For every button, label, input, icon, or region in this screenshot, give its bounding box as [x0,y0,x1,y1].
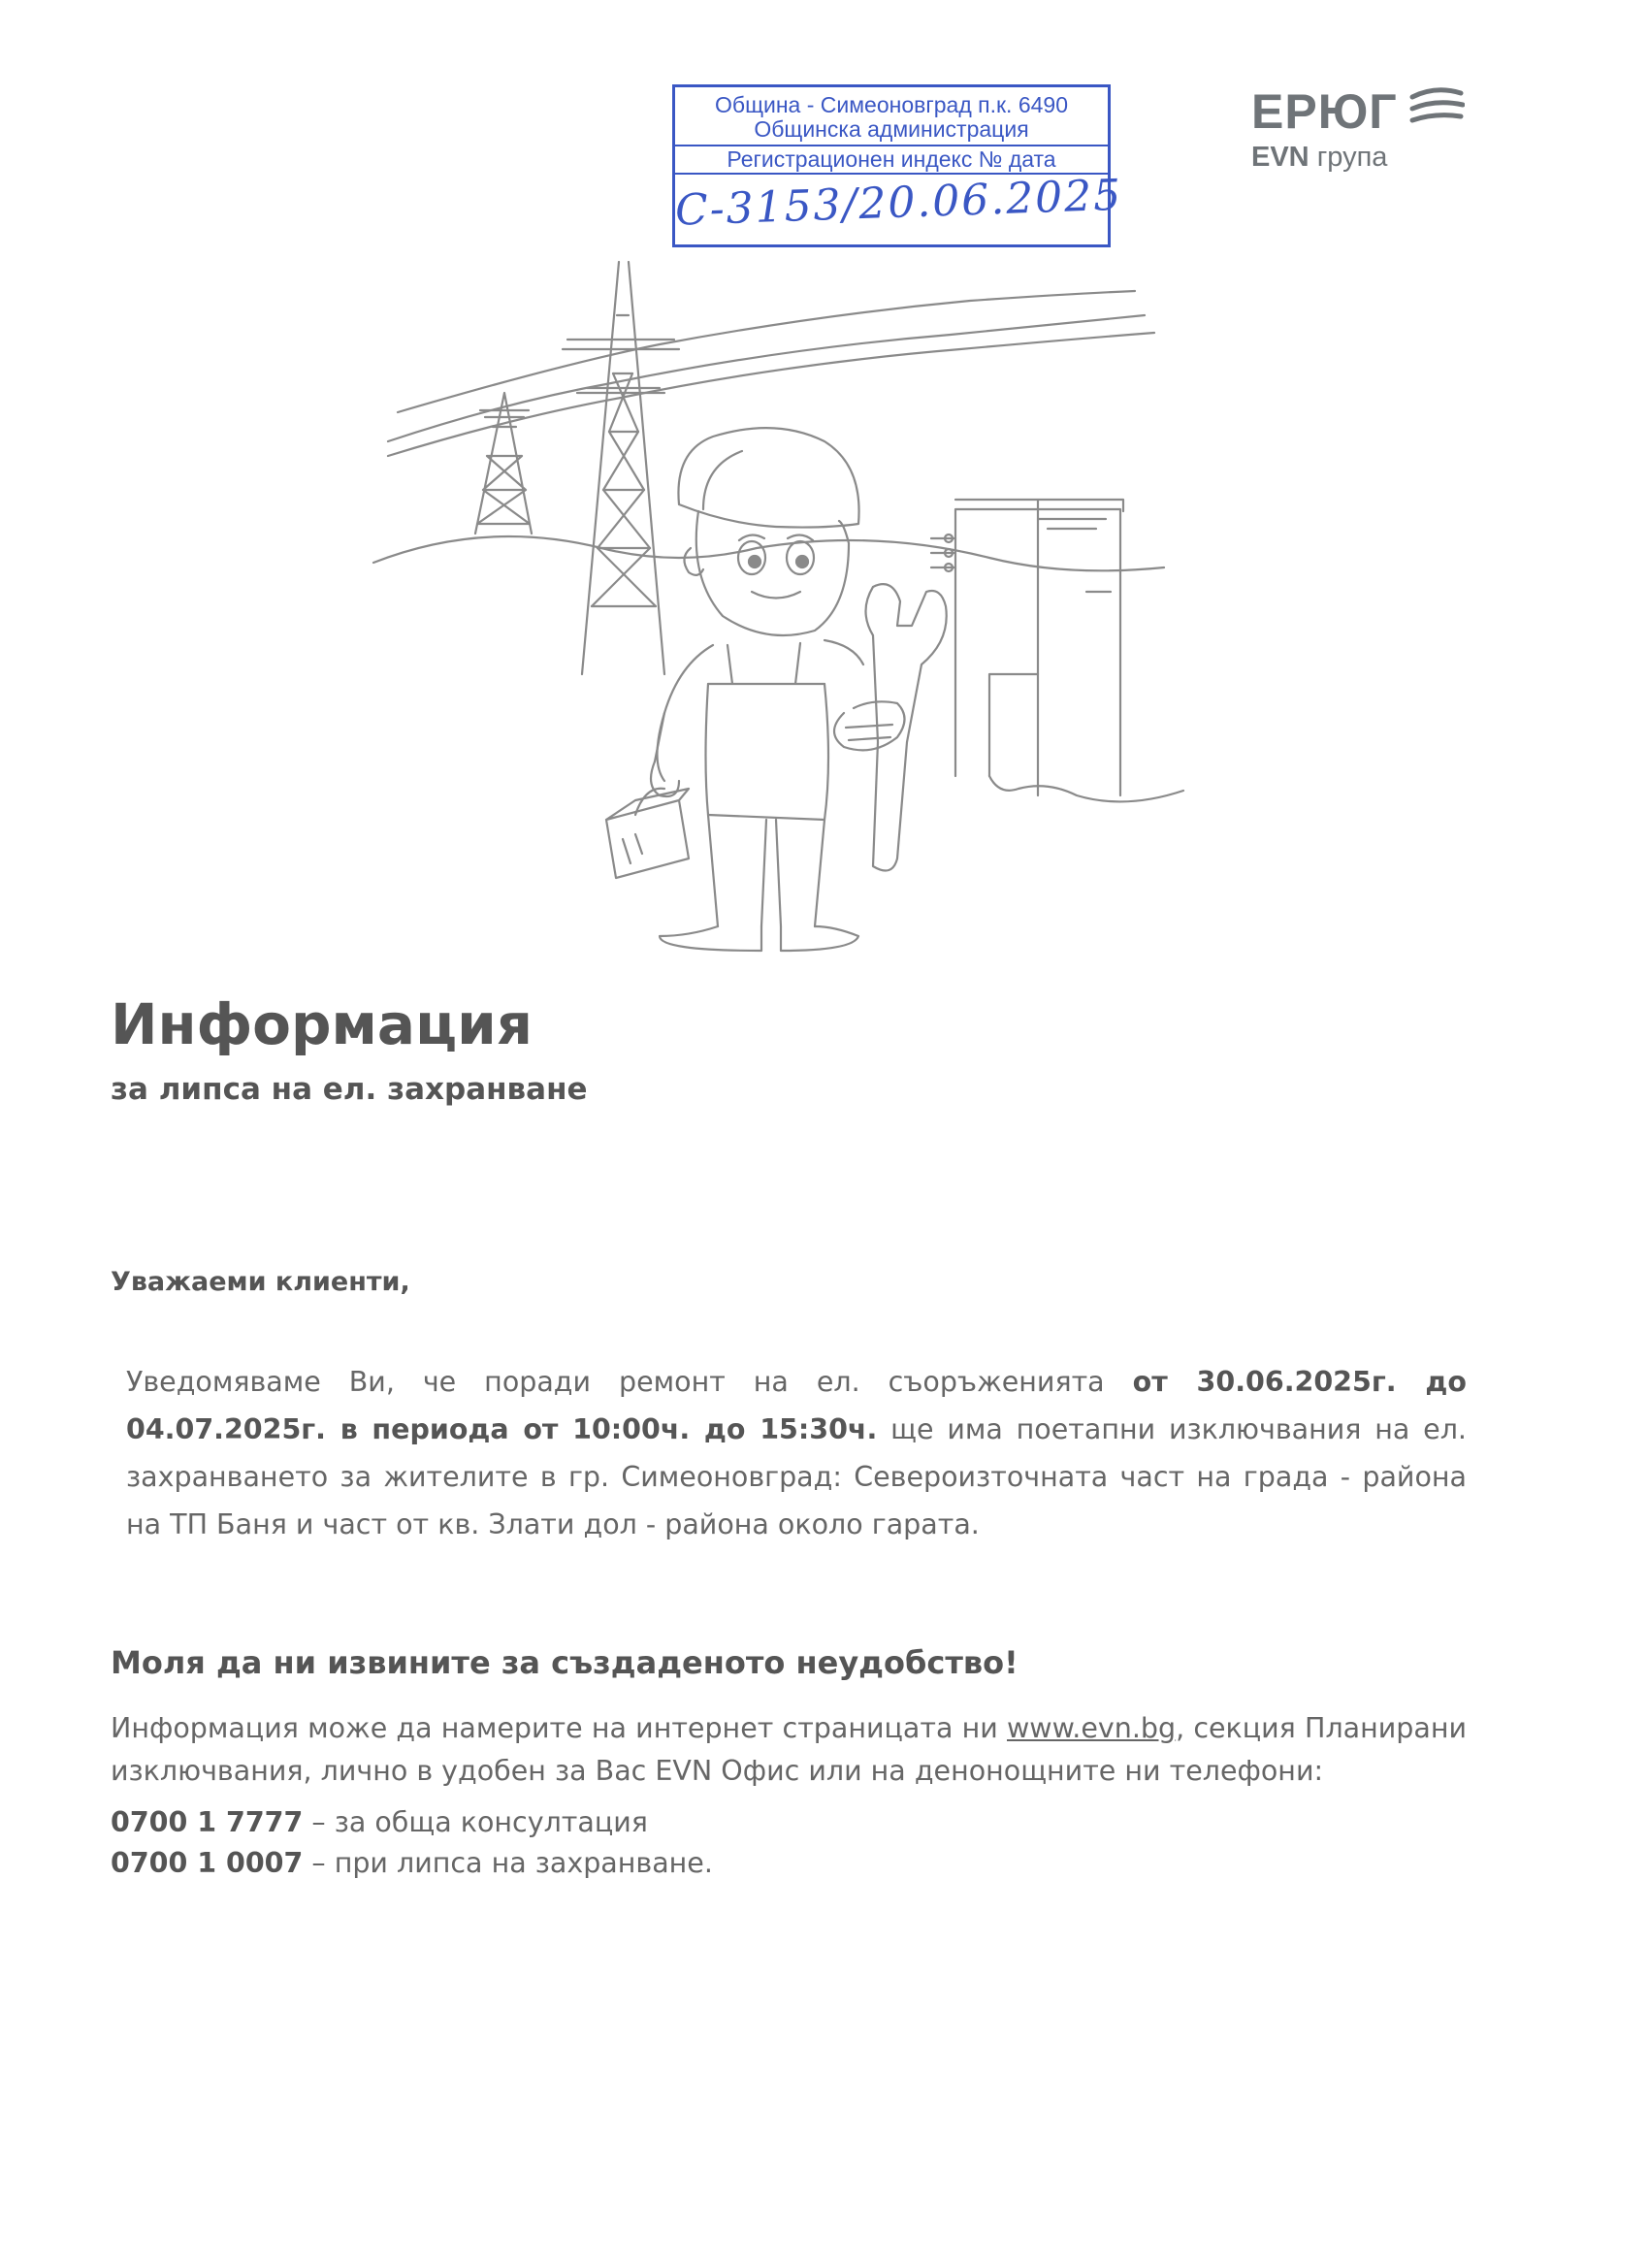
phone-outage [111,1843,713,1884]
phone-consultation [111,1802,713,1843]
apology-heading: Моля да ни извините за създаденото неудобство! [111,1644,1018,1681]
phone-description: – за обща консултация [303,1806,648,1838]
greeting: Уважаеми клиенти, [111,1267,410,1297]
notice-text-2: ще има поетапни изключвания на ел. захранването за жителите в гр. Симеоновград: Североизточната част на града - района на ТП Баня и част от кв. Злати дол - района около гарата. [126,1413,1467,1540]
logo-group: група [1309,142,1388,173]
logo-swoosh-icon [1406,83,1465,132]
phone-description: – при липса на захранване. [303,1847,713,1879]
registration-stamp [672,84,1123,247]
evn-website-link[interactable]: www.evn.bg [1007,1712,1177,1744]
info-text-2: , секция Планирани изключвания, лично в удобен за Вас EVN Офис или на денонощните ни телефони: [111,1712,1467,1787]
electrician-illustration [369,257,1203,965]
page-title: Информация [111,991,533,1057]
notice-text-1: Уведомяваме Ви, че поради ремонт на ел. съоръженията [126,1366,1133,1398]
info-text-1: Информация може да намерите на интернет страницата ни [111,1712,1007,1744]
notice-period: от 30.06.2025г. до 04.07.2025г. в периода от 10:00ч. до 15:30ч. [126,1366,1467,1445]
stamp-index-label: Регистрационен индекс № дата [675,145,1108,175]
outage-notice [126,1358,1467,1548]
stamp-registration-number: С-3153/20.06.2025 [674,170,1123,236]
logo-name: ЕРЮГ [1251,84,1398,139]
page-subtitle: за липса на ел. захранване [111,1072,588,1107]
logo-subtitle [1251,142,1387,174]
phone-list [111,1802,713,1884]
phone-number: 0700 1 0007 [111,1847,304,1879]
stamp-administration: Общинска администрация [754,116,1029,142]
logo-evn: EVN [1251,142,1310,173]
info-paragraph [111,1707,1467,1793]
stamp-municipality: Община - Симеоновград п.к. 6490 [715,92,1068,117]
phone-number: 0700 1 7777 [111,1806,304,1838]
company-logo [1251,83,1474,180]
